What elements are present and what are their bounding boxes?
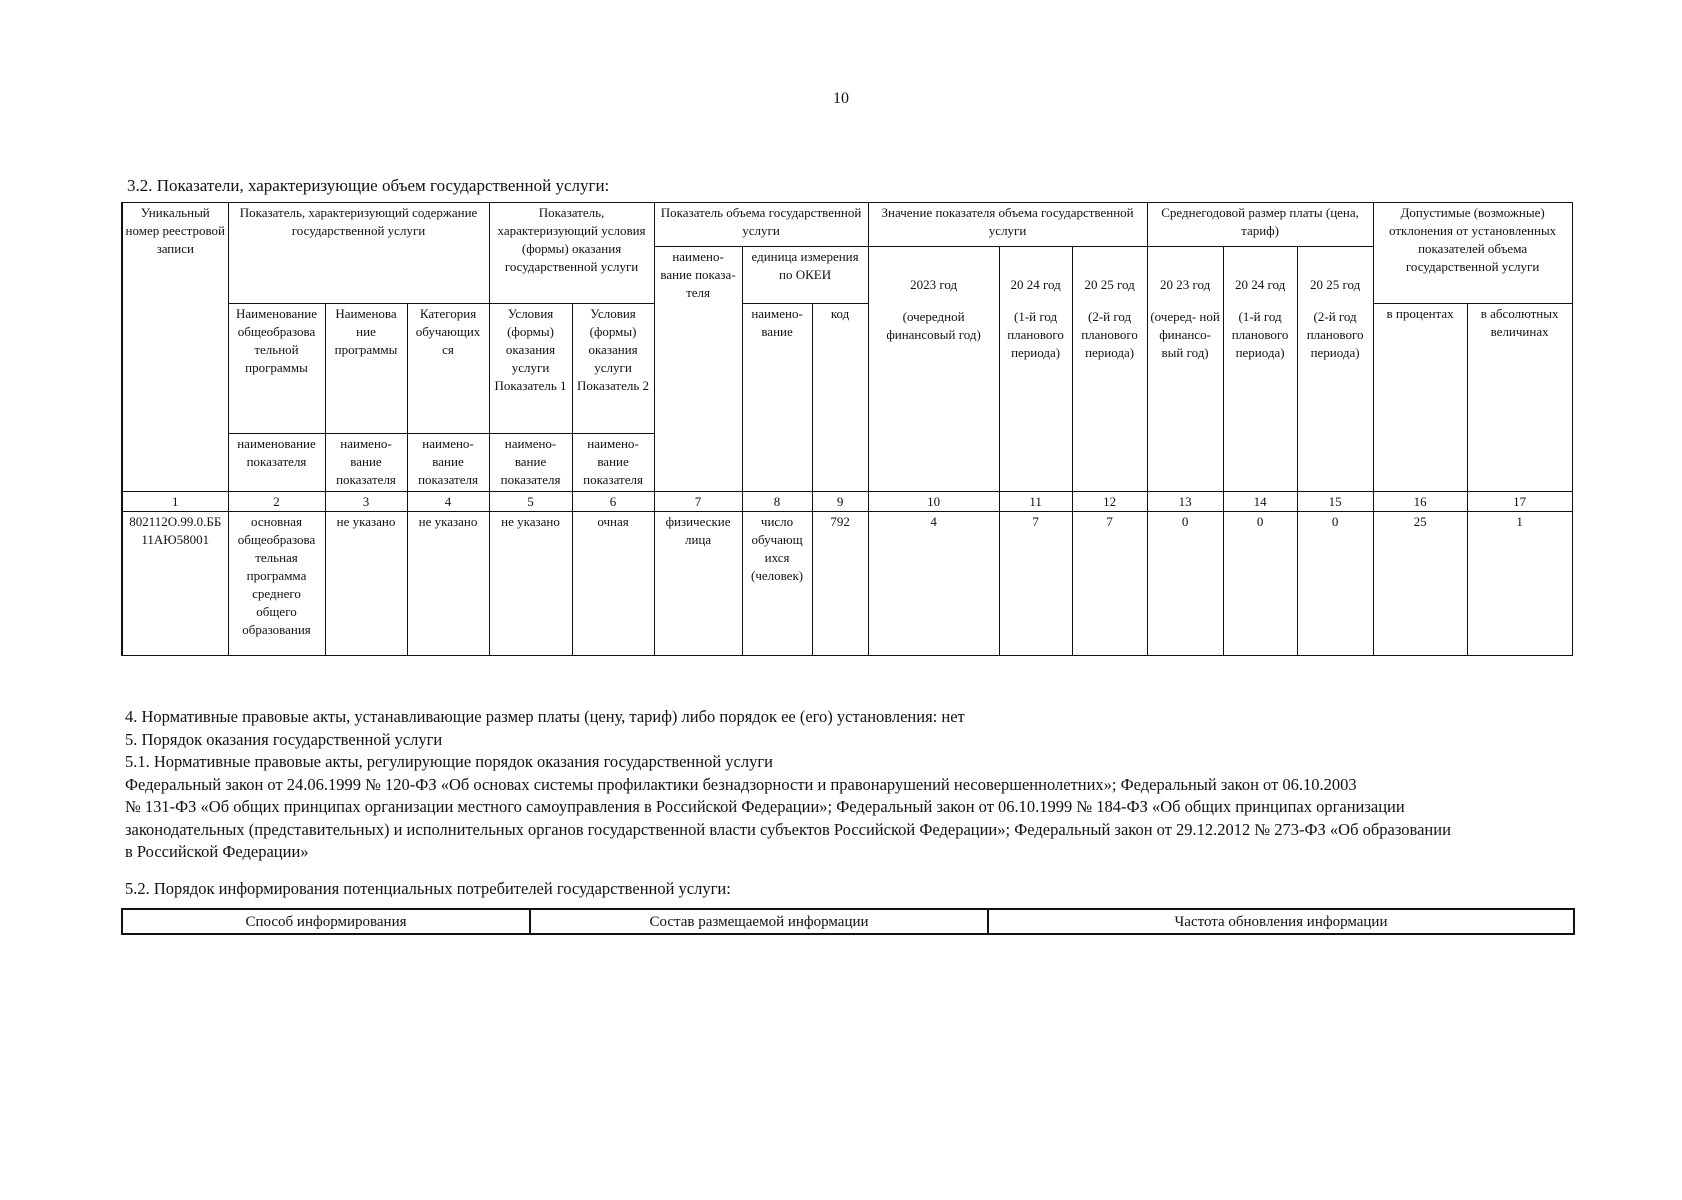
header-allowed-deviation: Допустимые (возможные) отклонения от установленных показателей объема государственной услуги (1373, 203, 1572, 304)
column-number: 7 (654, 492, 742, 512)
indicator-name-label: наимено- вание показателя (489, 434, 572, 492)
header-fee-2024 (1223, 247, 1297, 492)
header-volume-name: наимено- вание показа- теля (654, 247, 742, 492)
column-number: 14 (1223, 492, 1297, 512)
header-value-2023 (868, 247, 999, 492)
header-volume-values: Значение показателя объема государственной услуги (868, 203, 1147, 247)
indicator-name-label: наимено- вание показателя (407, 434, 489, 492)
header-unit-name: наимено- вание (742, 304, 812, 492)
period-label: (2-й год планового периода) (1081, 309, 1138, 360)
condition-2-cell: очная (572, 512, 654, 656)
column-number: 10 (868, 492, 999, 512)
indicator-name-label: наименование показателя (228, 434, 325, 492)
header-program-name: Наименова ние программы (325, 304, 407, 434)
normative-acts-section (125, 706, 1575, 900)
column-number: 4 (407, 492, 489, 512)
condition-1-cell: не указано (489, 512, 572, 656)
informing-table (121, 908, 1575, 935)
page-number: 10 (833, 90, 849, 107)
header-information-content: Состав размещаемой информации (530, 909, 988, 934)
indicator-name-label: наимено- вание показателя (325, 434, 407, 492)
header-volume-indicator: Показатель объема государственной услуги (654, 203, 868, 247)
year-label: 2023 год (910, 277, 958, 292)
column-number: 6 (572, 492, 654, 512)
header-unit-okei: единица измерения по ОКЕИ (742, 247, 868, 304)
header-deviation-percent: в процентах (1373, 304, 1467, 492)
deviation-percent-cell: 25 (1373, 512, 1467, 656)
section-3-2-title: 3.2. Показатели, характеризующие объем государственной услуги: (127, 176, 610, 195)
period-label: (1-й год планового периода) (1007, 309, 1064, 360)
laws-text-line: Федеральный закон от 24.06.1999 № 120-ФЗ «Об основах системы профилактики безнадзорности и правонарушений несовершеннолетних»; Федеральный закон от 06.10.2003 (125, 774, 1357, 794)
column-number: 1 (122, 492, 228, 512)
header-unit-code: код (812, 304, 868, 492)
year-label: 20 25 год (1084, 277, 1135, 292)
header-deviation-absolute: в абсолютных величинах (1467, 304, 1572, 492)
header-value-2025 (1072, 247, 1147, 492)
year-label: 20 24 год (1010, 277, 1061, 292)
laws-text-line: в Российской Федерации» (125, 842, 309, 861)
program-name-cell: не указано (325, 512, 407, 656)
column-number: 5 (489, 492, 572, 512)
header-registry-number: Уникальный номер реестровой записи (122, 203, 228, 492)
column-number: 15 (1297, 492, 1373, 512)
unit-code-cell: 792 (812, 512, 868, 656)
header-update-frequency: Частота обновления информации (988, 909, 1574, 934)
column-number: 16 (1373, 492, 1467, 512)
period-label: (2-й год планового периода) (1306, 309, 1364, 360)
header-informing-method: Способ информирования (122, 909, 530, 934)
header-value-2024 (999, 247, 1072, 492)
section-5-heading: 5. Порядок оказания государственной услуги (125, 729, 443, 749)
fee-2024-cell: 0 (1223, 512, 1297, 656)
section-5-1-heading: 5.1. Нормативные правовые акты, регулирующие порядок оказания государственной услуги (125, 752, 773, 771)
column-number: 12 (1072, 492, 1147, 512)
header-fee-2023 (1147, 247, 1223, 492)
laws-text-line: № 131-ФЗ «Об общих принципах организации местного самоуправления в Российской Федерации»; Федеральный закон от 06.10.1999 № 184-ФЗ «Об общих принципах организации (125, 797, 1405, 816)
unit-name-cell: число обучающ ихся (человек) (742, 512, 812, 656)
laws-text-line: законодательных (представительных) и исполнительных органов государственной власти субъектов Российской Федерации»; Федеральный закон от 29.12.2012 № 273-ФЗ «Об образовании (125, 819, 1451, 839)
column-number: 13 (1147, 492, 1223, 512)
section-4-text: 4. Нормативные правовые акты, устанавливающие размер платы (цену, тариф) либо порядок ее (его) установления: нет (125, 707, 965, 726)
indicator-name-label: наимено- вание показателя (572, 434, 654, 492)
header-program-type: Наименование общеобразова тельной программы (228, 304, 325, 434)
fee-2023-cell: 0 (1147, 512, 1223, 656)
header-fee-2025 (1297, 247, 1373, 492)
column-number: 3 (325, 492, 407, 512)
column-number: 11 (999, 492, 1072, 512)
column-number: 2 (228, 492, 325, 512)
period-label: (очередной финансовый год) (886, 309, 981, 342)
period-label: (1-й год планового периода) (1231, 309, 1289, 360)
column-number: 9 (812, 492, 868, 512)
fee-2025-cell: 0 (1297, 512, 1373, 656)
year-label: 20 24 год (1234, 277, 1286, 292)
column-number: 17 (1467, 492, 1572, 512)
registry-number-cell: 802112О.99.0.ББ 11АЮ58001 (122, 512, 228, 656)
period-label: (очеред- ной финансо- вый год) (1150, 309, 1220, 360)
year-label: 20 23 год (1159, 277, 1211, 292)
table-row (122, 512, 1572, 656)
header-student-category: Категория обучающих ся (407, 304, 489, 434)
program-cell: основная общеобразова тельная программа среднего общего образования (228, 512, 325, 656)
volume-indicator-cell: физические лица (654, 512, 742, 656)
category-cell: не указано (407, 512, 489, 656)
header-condition-2: Условия (формы) оказания услуги Показатель 2 (572, 304, 654, 434)
year-label: 20 25 год (1309, 277, 1361, 292)
value-2025-cell: 7 (1072, 512, 1147, 656)
section-5-2-heading: 5.2. Порядок информирования потенциальных потребителей государственной услуги: (125, 878, 731, 898)
value-2023-cell: 4 (868, 512, 999, 656)
volume-indicators-table (121, 202, 1573, 656)
header-average-fee: Среднегодовой размер платы (цена, тариф) (1147, 203, 1373, 247)
deviation-absolute-cell: 1 (1467, 512, 1572, 656)
header-condition-1: Условия (формы) оказания услуги Показатель 1 (489, 304, 572, 434)
header-conditions-indicator: Показатель, характеризующий условия (формы) оказания государственной услуги (489, 203, 654, 304)
header-content-indicator: Показатель, характеризующий содержание государственной услуги (228, 203, 489, 304)
column-number: 8 (742, 492, 812, 512)
value-2024-cell: 7 (999, 512, 1072, 656)
